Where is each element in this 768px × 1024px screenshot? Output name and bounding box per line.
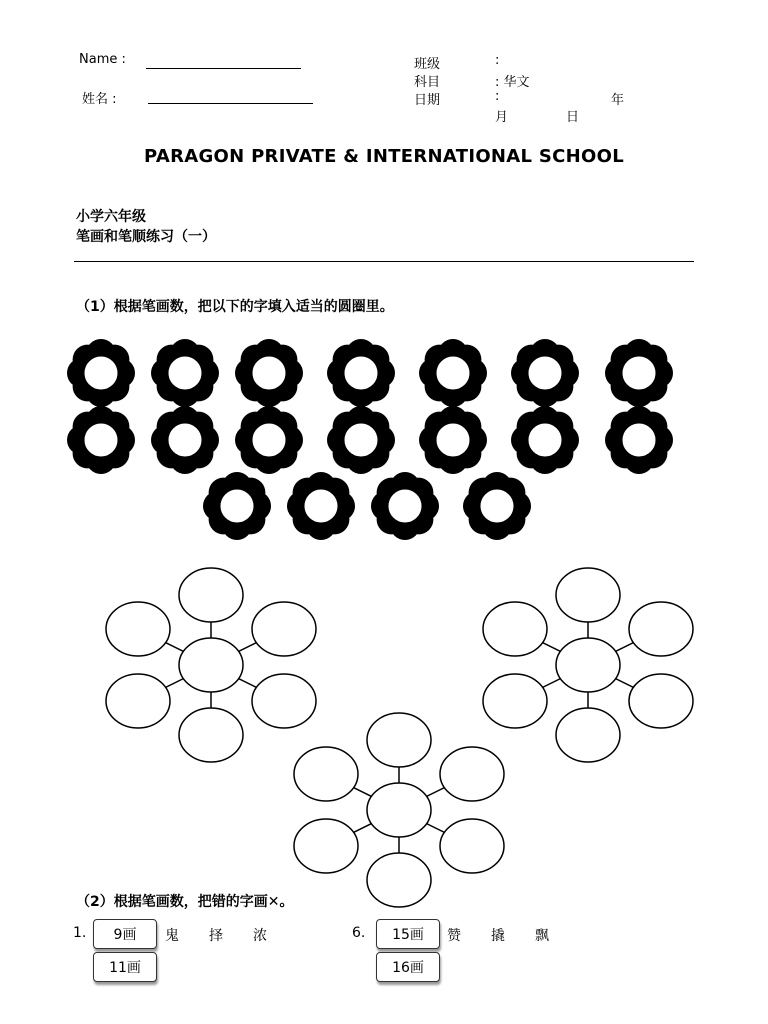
flower-circle[interactable] <box>151 406 219 474</box>
stroke-count-label: 16画 <box>392 960 424 976</box>
name-label: Name : <box>79 52 126 67</box>
item-number: 1. <box>73 925 87 941</box>
flower-circle[interactable] <box>203 472 271 540</box>
flower-circle[interactable] <box>235 406 303 474</box>
item-number: 6. <box>352 925 366 941</box>
flower-circle[interactable] <box>463 472 531 540</box>
character[interactable]: 鬼 <box>165 928 179 944</box>
section2-instruction: （2）根据笔画数，把错的字画✕。 <box>76 894 294 910</box>
flower-circle[interactable] <box>605 406 673 474</box>
stroke-count-box[interactable] <box>93 919 157 949</box>
character[interactable]: 浓 <box>253 928 267 944</box>
stroke-count-label: 9画 <box>113 927 137 943</box>
flower-circle[interactable] <box>327 339 395 407</box>
grade-label: 小学六年级 <box>76 209 146 225</box>
class-colon: : <box>495 53 500 68</box>
flower-row-2 <box>67 406 673 474</box>
year-label: 年 <box>611 93 625 108</box>
character-list <box>447 925 579 945</box>
stroke-web-left[interactable] <box>106 568 316 762</box>
stroke-count-box[interactable] <box>376 919 440 949</box>
chinese-name-label: 姓名 : <box>82 92 117 107</box>
flower-circle[interactable] <box>371 472 439 540</box>
stroke-web-right[interactable] <box>483 568 693 762</box>
flower-circle[interactable] <box>327 406 395 474</box>
section1-instruction: （1）根据笔画数，把以下的字填入适当的圆圈里。 <box>76 299 394 315</box>
flower-circle[interactable] <box>605 339 673 407</box>
flower-circle[interactable] <box>287 472 355 540</box>
flower-row-3 <box>203 472 531 540</box>
character-list <box>165 925 297 945</box>
character[interactable]: 赞 <box>447 928 461 944</box>
stroke-count-label: 11画 <box>109 960 141 976</box>
flower-circle[interactable] <box>419 339 487 407</box>
worksheet-title: 笔画和笔顺练习（一） <box>76 229 216 245</box>
day-label: 日 <box>566 110 580 125</box>
flower-circle[interactable] <box>235 339 303 407</box>
flower-row-1 <box>67 339 673 407</box>
character[interactable]: 择 <box>209 928 223 944</box>
stroke-count-label: 15画 <box>392 927 424 943</box>
school-name: PARAGON PRIVATE & INTERNATIONAL SCHOOL <box>144 146 624 167</box>
flower-circle[interactable] <box>419 406 487 474</box>
character[interactable]: 飘 <box>535 928 549 944</box>
class-label: 班级 <box>414 57 441 72</box>
flower-circle[interactable] <box>511 406 579 474</box>
flower-circle[interactable] <box>67 339 135 407</box>
month-label: 月 <box>495 110 509 125</box>
subject-label: 科目 <box>414 75 441 90</box>
flower-circle[interactable] <box>151 339 219 407</box>
stroke-web-bottom[interactable] <box>294 713 504 907</box>
flower-circle[interactable] <box>67 406 135 474</box>
flower-circle[interactable] <box>511 339 579 407</box>
character[interactable]: 撬 <box>491 928 505 944</box>
stroke-count-box[interactable] <box>93 952 157 982</box>
date-label: 日期 <box>414 93 441 108</box>
date-colon: : <box>495 89 500 104</box>
stroke-count-box[interactable] <box>376 952 440 982</box>
subject-value: : 华文 <box>495 75 530 90</box>
